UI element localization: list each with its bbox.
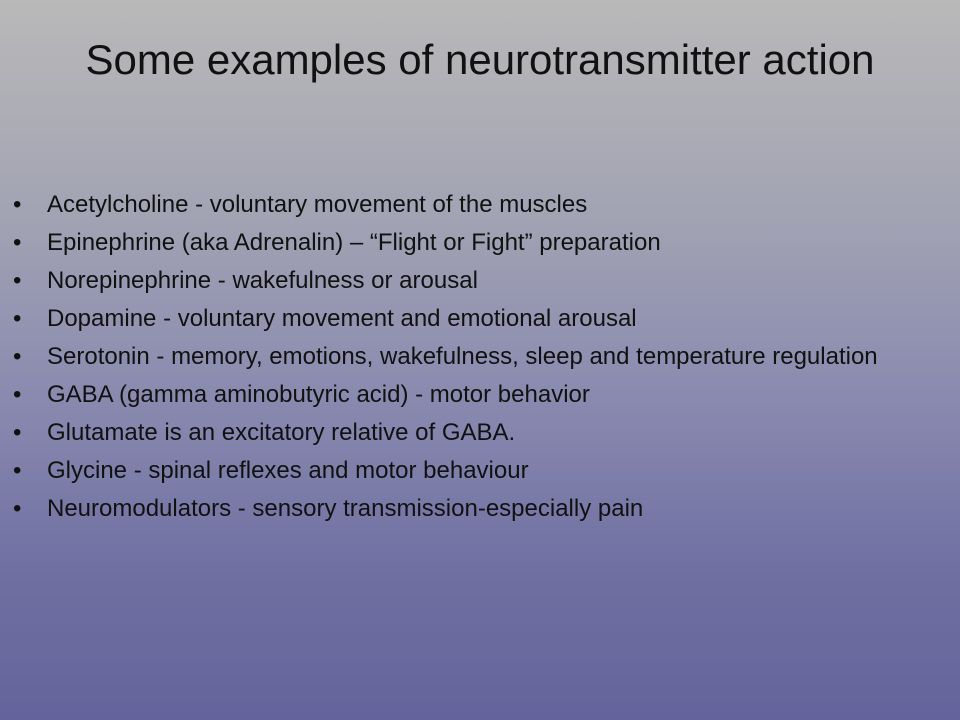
bullet-text: Glycine - spinal reflexes and motor behaviour: [47, 457, 529, 484]
bullet-text: Epinephrine (aka Adrenalin) – “Flight or Fight” preparation: [47, 229, 661, 256]
bullet-text: Acetylcholine - voluntary movement of the muscles: [47, 191, 588, 218]
bullet-item: [0, 382, 960, 408]
bullet-item: [0, 306, 960, 332]
bullet-dot-icon: •: [13, 191, 22, 218]
bullet-dot-icon: •: [13, 305, 22, 332]
bullet-text: Norepinephrine - wakefulness or arousal: [47, 267, 478, 294]
bullet-item: [0, 496, 960, 522]
slide-title: Some examples of neurotransmitter action: [85, 36, 875, 83]
bullet-dot-icon: •: [13, 419, 22, 446]
bullet-dot-icon: •: [13, 381, 22, 408]
bullet-item: [0, 458, 960, 484]
bullet-dot-icon: •: [13, 267, 22, 294]
bullet-text: Dopamine - voluntary movement and emotional arousal: [47, 305, 637, 332]
bullet-dot-icon: •: [13, 229, 22, 256]
bullet-dot-icon: •: [13, 457, 22, 484]
bullet-dot-icon: •: [13, 343, 22, 370]
bullet-text: Neuromodulators - sensory transmission-especially pain: [47, 495, 644, 522]
bullet-text: Serotonin - memory, emotions, wakefulness, sleep and temperature regulation: [47, 343, 878, 370]
bullet-dot-icon: •: [13, 495, 22, 522]
bullet-item: [0, 420, 960, 446]
bullet-item: [0, 230, 960, 256]
bullet-text: Glutamate is an excitatory relative of GABA.: [47, 419, 516, 446]
bullet-item: [0, 192, 960, 218]
bullet-list: [0, 192, 960, 534]
bullet-text: GABA (gamma aminobutyric acid) - motor behavior: [47, 381, 590, 408]
bullet-item: [0, 344, 960, 370]
bullet-item: [0, 268, 960, 294]
